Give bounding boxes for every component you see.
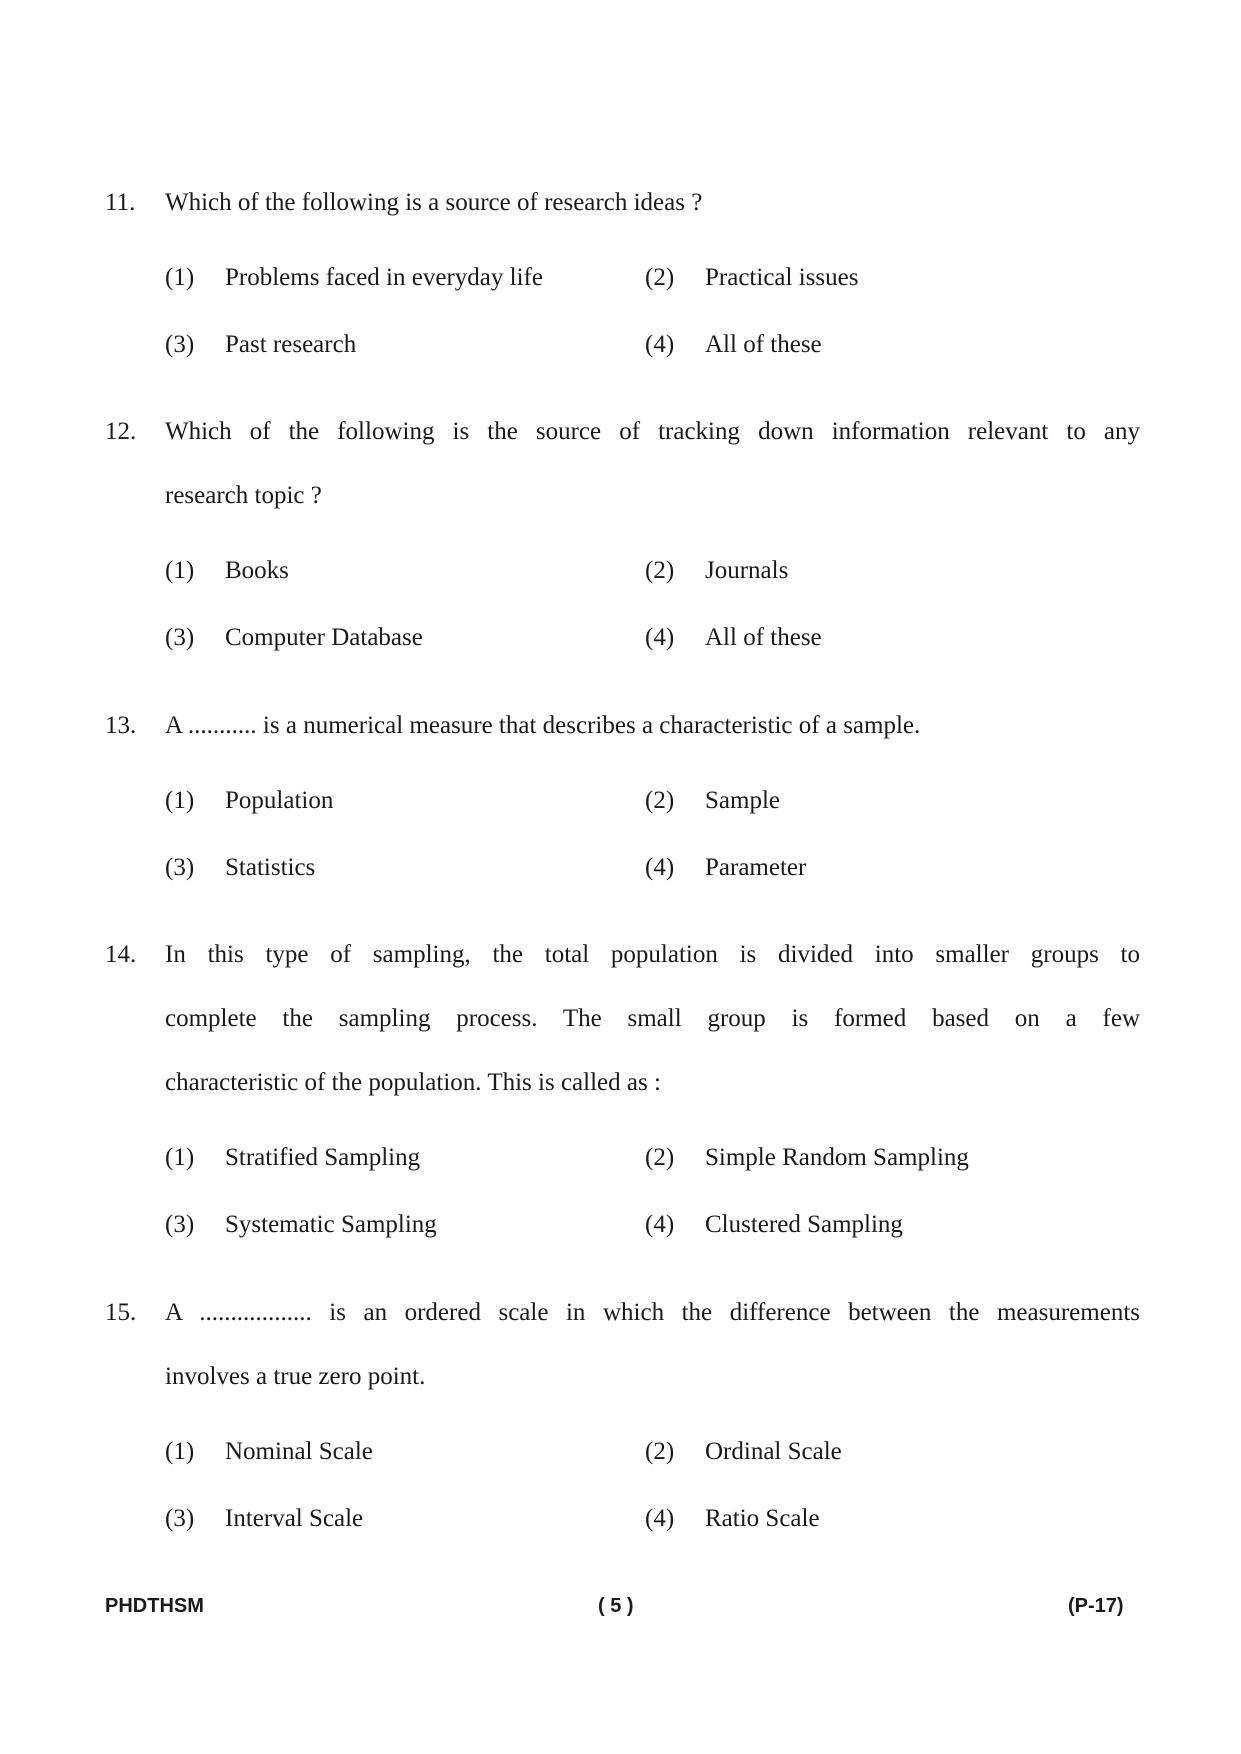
option-number: (4) xyxy=(645,624,675,651)
question-text-line: In this type of sampling, the total population is divided into smaller groups to xyxy=(165,941,1140,968)
option-text: Computer Database xyxy=(225,624,423,651)
option-text: Books xyxy=(225,557,289,584)
question-text-line: complete the sampling process. The small group is formed based on a few xyxy=(165,1005,1140,1032)
option-number: (3) xyxy=(165,331,195,358)
option-number: (3) xyxy=(165,624,195,651)
option-number: (1) xyxy=(165,264,195,291)
set-code: (P-17) xyxy=(1068,1595,1124,1617)
option-text: Clustered Sampling xyxy=(705,1211,903,1238)
option-number: (2) xyxy=(645,1438,675,1465)
question-number: 13. xyxy=(105,712,137,739)
option-text: Interval Scale xyxy=(225,1505,364,1532)
option-text: Ordinal Scale xyxy=(705,1438,842,1465)
option-number: (2) xyxy=(645,264,675,291)
option-number: (3) xyxy=(165,854,195,881)
option-number: (1) xyxy=(165,1144,195,1171)
paper-code: PHDTHSM xyxy=(105,1595,204,1617)
option-text: Parameter xyxy=(705,854,807,881)
question-text: Which of the following is a source of research ideas ? xyxy=(165,189,703,216)
option-text: Ratio Scale xyxy=(705,1505,820,1532)
option-number: (4) xyxy=(645,1505,675,1532)
option-text: Stratified Sampling xyxy=(225,1144,421,1171)
option-number: (2) xyxy=(645,787,675,814)
option-number: (1) xyxy=(165,557,195,584)
option-number: (1) xyxy=(165,787,195,814)
option-text: All of these xyxy=(705,331,822,358)
question-text-line: Which of the following is the source of tracking down information relevant to any xyxy=(165,418,1140,445)
option-text: Sample xyxy=(705,787,780,814)
option-text: Statistics xyxy=(225,854,316,881)
question-number: 15. xyxy=(105,1299,137,1326)
option-text: Practical issues xyxy=(705,264,859,291)
question-text-line: research topic ? xyxy=(165,482,322,509)
option-number: (4) xyxy=(645,1211,675,1238)
option-text: Journals xyxy=(705,557,789,584)
question-text: A ........... is a numerical measure that describes a characteristic of a sample. xyxy=(165,712,921,739)
question-text-line: A .................. is an ordered scale in which the difference between the measurements xyxy=(165,1299,1140,1326)
option-text: Population xyxy=(225,787,334,814)
option-text: Past research xyxy=(225,331,357,358)
question-number: 14. xyxy=(105,941,137,968)
option-number: (3) xyxy=(165,1211,195,1238)
page-number: ( 5 ) xyxy=(598,1595,634,1617)
option-number: (2) xyxy=(645,1144,675,1171)
question-text-line: involves a true zero point. xyxy=(165,1363,426,1390)
question-number: 12. xyxy=(105,418,137,445)
option-text: Systematic Sampling xyxy=(225,1211,437,1238)
option-number: (3) xyxy=(165,1505,195,1532)
option-text: Nominal Scale xyxy=(225,1438,373,1465)
option-number: (4) xyxy=(645,331,675,358)
option-text: All of these xyxy=(705,624,822,651)
option-text: Simple Random Sampling xyxy=(705,1144,969,1171)
option-number: (2) xyxy=(645,557,675,584)
option-number: (1) xyxy=(165,1438,195,1465)
question-text-line: characteristic of the population. This is called as : xyxy=(165,1069,661,1096)
question-number: 11. xyxy=(105,189,136,216)
option-number: (4) xyxy=(645,854,675,881)
option-text: Problems faced in everyday life xyxy=(225,264,543,291)
